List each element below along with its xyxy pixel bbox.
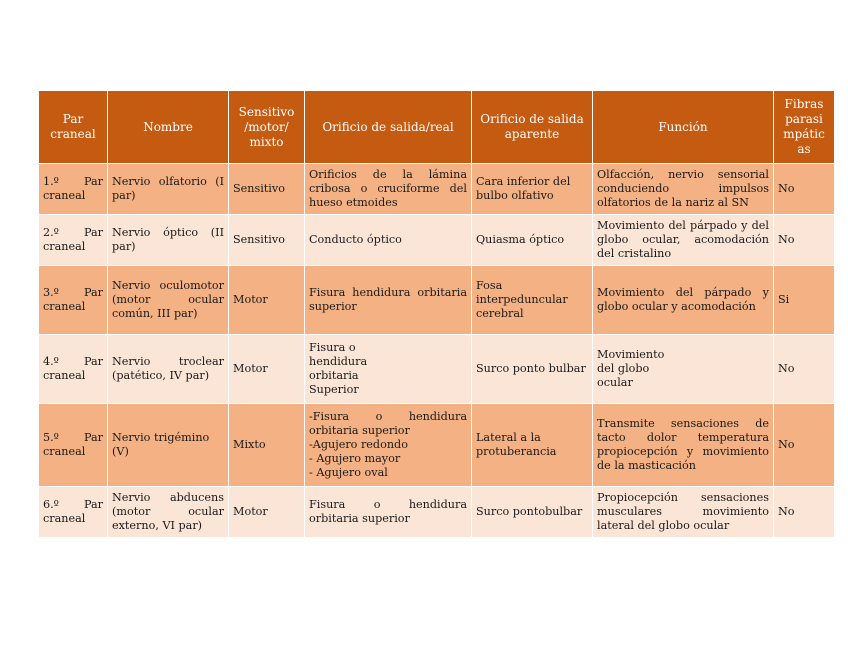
text-line: -Fisura o hendidura orbitaria superior [309,410,467,437]
cell-orificio-real: Fisura o hendidura orbitaria superior [305,487,472,538]
cell-orificio-aparente: Surco ponto bulbar [472,335,593,404]
cell-nombre: Nervio olfatorio (I par) [108,164,229,215]
cell-fibras: Si [774,266,835,335]
cell-par: 3.º Par craneal [39,266,108,335]
header-par: Par craneal [39,91,108,164]
cell-orificio-real: Conducto óptico [305,215,472,266]
header-nombre: Nombre [108,91,229,164]
cell-orificio-real [305,404,472,487]
cell-nombre: Nervio oculomotor (motor ocular común, III par) [108,266,229,335]
cell-par: 1.º Par craneal [39,164,108,215]
cranial-nerves-table [38,90,835,538]
cell-orificio-real [305,335,472,404]
cell-tipo: Mixto [229,404,305,487]
cell-tipo: Sensitivo [229,164,305,215]
header-funcion: Función [593,91,774,164]
cell-funcion: Olfacción, nervio sensorial conduciendo impulsos olfatorios de la nariz al SN [593,164,774,215]
text-line: - Agujero oval [309,466,388,479]
cell-orificio-aparente: Fosa interpeduncular cerebral [472,266,593,335]
cell-tipo: Motor [229,266,305,335]
text-line: ocular [597,376,633,389]
text-line: Superior [309,383,359,396]
table-row [39,335,835,404]
cell-funcion: Propiocepción sensaciones musculares movimiento lateral del globo ocular [593,487,774,538]
cell-par: 2.º Par craneal [39,215,108,266]
cell-orificio-aparente: Cara inferior del bulbo olfativo [472,164,593,215]
cell-funcion [593,335,774,404]
cell-orificio-aparente: Lateral a la protuberancia [472,404,593,487]
header-fibras: Fibras parasi mpátic as [774,91,835,164]
cell-par: 5.º Par craneal [39,404,108,487]
cell-orificio-aparente: Surco pontobulbar [472,487,593,538]
cell-nombre: Nervio óptico (II par) [108,215,229,266]
cell-funcion: Movimiento del párpado y globo ocular y acomodación [593,266,774,335]
cell-nombre: Nervio troclear (patético, IV par) [108,335,229,404]
table-row [39,404,835,487]
table-row [39,215,835,266]
cell-nombre: Nervio abducens (motor ocular externo, VI par) [108,487,229,538]
cell-orificio-real: Orificios de la lámina cribosa o cruciforme del hueso etmoides [305,164,472,215]
text-line: - Agujero mayor [309,452,401,465]
cell-funcion: Transmite sensaciones de tacto dolor temperatura propiocepción y movimiento de la masticación [593,404,774,487]
text-line: Fisura o [309,341,356,354]
header-orificio-aparente: Orificio de salida aparente [472,91,593,164]
table-row [39,164,835,215]
cell-orificio-aparente: Quiasma óptico [472,215,593,266]
text-line: del globo [597,362,650,375]
cell-fibras: No [774,164,835,215]
table-row [39,266,835,335]
text-line: hendidura [309,355,368,368]
header-row [39,91,835,164]
cell-nombre: Nervio trigémino (V) [108,404,229,487]
cell-tipo: Motor [229,335,305,404]
text-line: Movimiento [597,348,665,361]
text-line: orbitaria [309,369,359,382]
cell-tipo: Motor [229,487,305,538]
cell-fibras: No [774,487,835,538]
text-line: -Agujero redondo [309,438,408,451]
header-orificio-real: Orificio de salida/real [305,91,472,164]
cell-fibras: No [774,335,835,404]
cell-orificio-real: Fisura hendidura orbitaria superior [305,266,472,335]
table-row [39,487,835,538]
header-tipo: Sensitivo /motor/ mixto [229,91,305,164]
cell-funcion: Movimiento del párpado y del globo ocular, acomodación del cristalino [593,215,774,266]
cell-fibras: No [774,215,835,266]
cell-fibras: No [774,404,835,487]
cell-tipo: Sensitivo [229,215,305,266]
cell-par: 4.º Par craneal [39,335,108,404]
cell-par: 6.º Par craneal [39,487,108,538]
